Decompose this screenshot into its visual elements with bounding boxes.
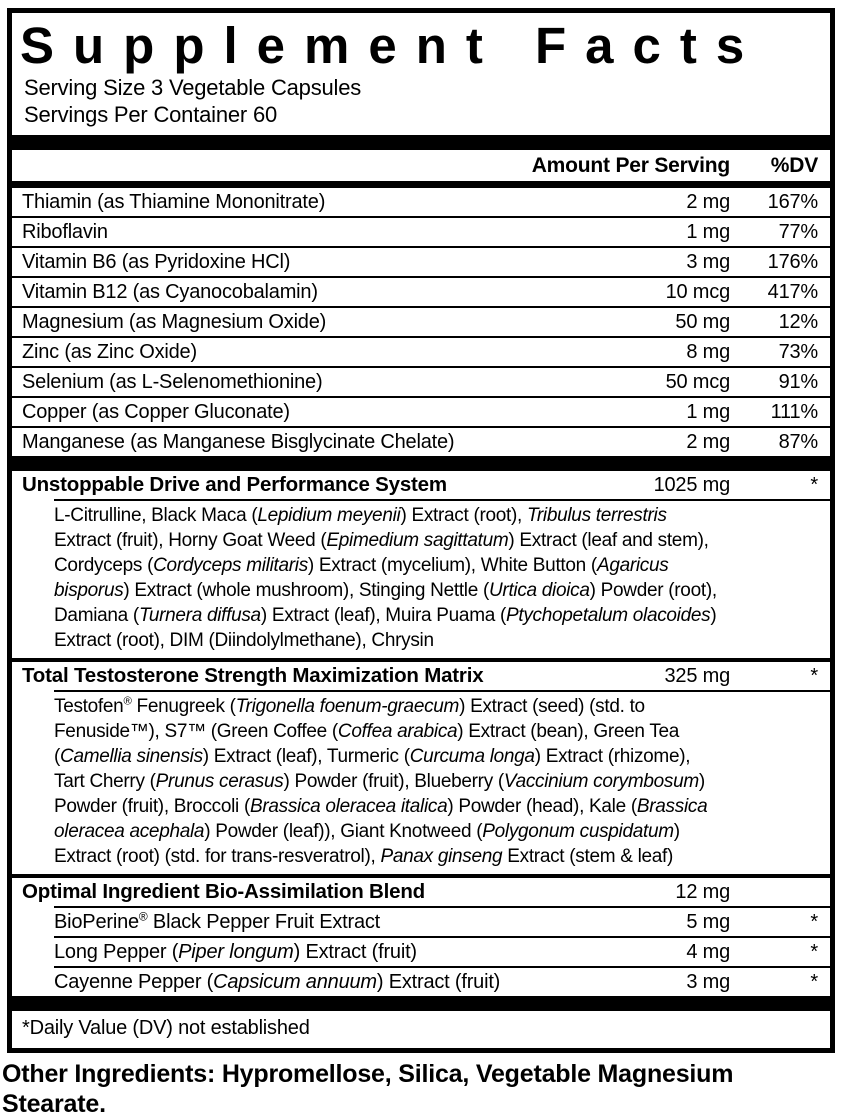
- nutrient-row-name: Thiamin (as Thiamine Mononitrate): [22, 191, 326, 214]
- text-run: ) Extract (mycelium), White Button (: [307, 555, 597, 577]
- species-name: Turnera diffusa: [138, 605, 261, 627]
- nutrient-row: [12, 428, 830, 456]
- percent-dv-header: %DV: [770, 154, 818, 178]
- nutrient-row-dv: 77%: [778, 221, 818, 244]
- header-divider: [12, 181, 830, 188]
- text-run: L-Citrulline, Black Maca (: [54, 505, 258, 527]
- sub-ingredient-row: [12, 908, 830, 936]
- text-run: Cordyceps (: [54, 555, 154, 577]
- text-run: ) Powder (head), Kale (: [447, 796, 637, 818]
- nutrient-rows: [12, 188, 830, 456]
- species-name: Trigonella foenum-graecum: [235, 696, 460, 718]
- nutrient-row: [12, 338, 830, 366]
- nutrient-row-amount: 2 mg: [686, 431, 730, 454]
- section-header-amount: 1025 mg: [653, 474, 730, 497]
- ingredient-line: [54, 719, 816, 744]
- species-name: Prunus cerasus: [155, 771, 284, 793]
- sub-ingredient-row-dv: *: [810, 971, 818, 994]
- text-run: Extract (fruit), Horny Goat Weed (: [54, 530, 327, 552]
- text-run: Damiana (: [54, 605, 139, 627]
- sub-ingredient-row: [12, 968, 830, 996]
- text-run: Extract (stem & leaf): [502, 846, 674, 868]
- nutrient-row-name: Vitamin B12 (as Cyanocobalamin): [22, 281, 318, 304]
- trademark-symbol: ®: [138, 909, 148, 924]
- text-run: ) Extract (rhizome),: [534, 746, 691, 768]
- amount-per-serving-header: Amount Per Serving: [531, 154, 730, 178]
- text-run: ) Extract (leaf and stem),: [508, 530, 709, 552]
- ingredient-line: [54, 744, 816, 769]
- sub-ingredient-row-name: [54, 940, 610, 964]
- text-run: Testofen: [54, 696, 124, 718]
- ingredient-line: [54, 819, 816, 844]
- sub-ingredient-row-dv: *: [810, 911, 818, 934]
- section-header-amount: 325 mg: [664, 665, 730, 688]
- text-run: ) Extract (whole mushroom), Stinging Nettle (: [123, 580, 489, 602]
- species-name: Polygonum cuspidatum: [482, 821, 674, 843]
- text-run: ) Extract (leaf), Turmeric (: [202, 746, 410, 768]
- species-name: Tribulus terrestris: [527, 505, 667, 527]
- nutrient-row: [12, 218, 830, 246]
- species-name: Lepidium meyenii: [257, 505, 401, 527]
- text-run: Powder (fruit), Broccoli (: [54, 796, 250, 818]
- sub-ingredient-row: [12, 938, 830, 966]
- nutrient-row-dv: 91%: [778, 371, 818, 394]
- nutrient-row-name: Copper (as Copper Gluconate): [22, 401, 290, 424]
- page: [0, 8, 842, 1119]
- nutrient-row-amount: 8 mg: [686, 341, 730, 364]
- nutrient-row: [12, 308, 830, 336]
- sub-ingredient-row-name: [54, 910, 610, 934]
- panel-title: Supplement Facts: [20, 17, 764, 74]
- species-name: Capsicum annuum: [213, 971, 377, 994]
- text-run: Extract (root), DIM (Diindolylmethane), Chrysin: [54, 630, 434, 652]
- nutrient-row: [12, 188, 830, 216]
- text-run: (: [54, 746, 61, 768]
- nutrient-row-dv: 111%: [770, 401, 818, 424]
- text-run: ) Extract (root),: [400, 505, 527, 527]
- species-name: Coffea arabica: [337, 721, 458, 743]
- section-header-dv: *: [810, 474, 818, 497]
- ingredient-line: [54, 628, 816, 653]
- text-run: Black Pepper Fruit Extract: [147, 911, 381, 934]
- sub-ingredient-row-amount: 3 mg: [686, 971, 730, 994]
- nutrient-row-amount: 50 mg: [675, 311, 730, 334]
- nutrient-row-name: Selenium (as L-Selenomethionine): [22, 371, 323, 394]
- text-run: ) Powder (root),: [589, 580, 717, 602]
- thick-divider-top: [12, 135, 830, 150]
- section-header-name: Total Testosterone Strength Maximization Matrix: [22, 664, 484, 688]
- text-run: ) Extract (bean), Green Tea: [457, 721, 680, 743]
- daily-value-footnote: *Daily Value (DV) not established: [22, 1017, 310, 1040]
- species-name: Camellia sinensis: [60, 746, 203, 768]
- nutrient-row-name: Vitamin B6 (as Pyridoxine HCl): [22, 251, 291, 274]
- section-header-amount: 12 mg: [675, 881, 730, 904]
- text-run: ) Extract (fruit): [293, 941, 417, 964]
- nutrient-row-dv: 87%: [778, 431, 818, 454]
- section-ingredients: [12, 501, 830, 658]
- servings-per-container: Servings Per Container 60: [24, 102, 278, 128]
- nutrient-row-amount: 3 mg: [686, 251, 730, 274]
- supplement-facts-panel: [7, 8, 835, 1053]
- ingredient-line: [54, 694, 816, 719]
- text-run: Fenuside™), S7™ (Green Coffee (: [54, 721, 338, 743]
- nutrient-row: [12, 248, 830, 276]
- section-header: [12, 471, 830, 499]
- species-name: Epimedium sagittatum: [326, 530, 509, 552]
- nutrient-row-dv: 176%: [767, 251, 818, 274]
- trademark-symbol: ®: [123, 695, 132, 708]
- serving-size: Serving Size 3 Vegetable Capsules: [24, 75, 362, 101]
- nutrient-row-name: Manganese (as Manganese Bisglycinate Chelate): [22, 431, 455, 454]
- text-run: ) Extract (seed) (std. to: [459, 696, 645, 718]
- nutrient-row: [12, 278, 830, 306]
- thick-divider-blends: [12, 456, 830, 471]
- text-run: BioPerine: [54, 911, 139, 934]
- nutrient-row-dv: 73%: [778, 341, 818, 364]
- thick-divider-bottom: [12, 996, 830, 1011]
- text-run: Extract (root) (std. for trans-resveratrol),: [54, 846, 381, 868]
- nutrient-row-dv: 167%: [767, 191, 818, 214]
- text-run: ) Extract (leaf), Muira Puama (: [260, 605, 506, 627]
- species-name: Vaccinium corymbosum: [503, 771, 699, 793]
- text-run: ): [710, 605, 717, 627]
- section-header: [12, 878, 830, 906]
- ingredient-line: [54, 844, 816, 869]
- text-run: ): [673, 821, 680, 843]
- nutrient-row: [12, 368, 830, 396]
- text-run: Long Pepper (: [54, 941, 179, 964]
- species-name: Cordyceps militaris: [153, 555, 308, 577]
- species-name: Brassica oleracea italica: [249, 796, 448, 818]
- ingredient-line: [54, 603, 816, 628]
- ingredient-line: [54, 769, 816, 794]
- sub-ingredient-row-dv: *: [810, 941, 818, 964]
- nutrient-row-dv: 417%: [767, 281, 818, 304]
- text-run: ): [698, 771, 705, 793]
- nutrient-row-amount: 10 mcg: [665, 281, 730, 304]
- species-name: oleracea acephala: [54, 821, 205, 843]
- text-run: ) Extract (fruit): [376, 971, 501, 994]
- species-name: bisporus: [54, 580, 124, 602]
- nutrient-row-name: Riboflavin: [22, 221, 108, 244]
- sub-ingredient-row-amount: 4 mg: [686, 941, 730, 964]
- text-run: ) Powder (fruit), Blueberry (: [283, 771, 504, 793]
- ingredient-line: [54, 503, 816, 528]
- text-run: Fenugreek (: [131, 696, 236, 718]
- section-header: [12, 662, 830, 690]
- section-ingredients: [12, 692, 830, 874]
- ingredient-line: [54, 528, 816, 553]
- sections: [12, 471, 830, 996]
- species-name: Piper longum: [178, 941, 294, 964]
- species-name: Urtica dioica: [489, 580, 590, 602]
- ingredient-line: [54, 794, 816, 819]
- nutrient-row-amount: 50 mcg: [665, 371, 730, 394]
- species-name: Agaricus: [596, 555, 669, 577]
- sub-ingredient-row-name: [54, 970, 610, 994]
- column-header-row: [12, 150, 830, 181]
- nutrient-row-amount: 2 mg: [686, 191, 730, 214]
- nutrient-row-name: Zinc (as Zinc Oxide): [22, 341, 197, 364]
- nutrient-row: [12, 398, 830, 426]
- species-name: Brassica: [636, 796, 708, 818]
- nutrient-row-amount: 1 mg: [686, 221, 730, 244]
- species-name: Ptychopetalum olacoides: [506, 605, 711, 627]
- text-run: Tart Cherry (: [54, 771, 156, 793]
- ingredient-line: [54, 578, 816, 603]
- nutrient-row-name: Magnesium (as Magnesium Oxide): [22, 311, 327, 334]
- sub-ingredient-row-amount: 5 mg: [686, 911, 730, 934]
- species-name: Panax ginseng: [380, 846, 503, 868]
- other-ingredients: Other Ingredients: Hypromellose, Silica, Vegetable Magnesium Stearate.: [2, 1060, 734, 1119]
- text-run: ) Powder (leaf)), Giant Knotweed (: [204, 821, 483, 843]
- section-header-name: Unstoppable Drive and Performance System: [22, 473, 447, 497]
- ingredient-line: [54, 553, 816, 578]
- section-header-name: Optimal Ingredient Bio-Assimilation Blend: [22, 880, 425, 904]
- text-run: Cayenne Pepper (: [54, 971, 214, 994]
- nutrient-row-amount: 1 mg: [686, 401, 730, 424]
- section-header-dv: *: [810, 665, 818, 688]
- nutrient-row-dv: 12%: [778, 311, 818, 334]
- species-name: Curcuma longa: [409, 746, 535, 768]
